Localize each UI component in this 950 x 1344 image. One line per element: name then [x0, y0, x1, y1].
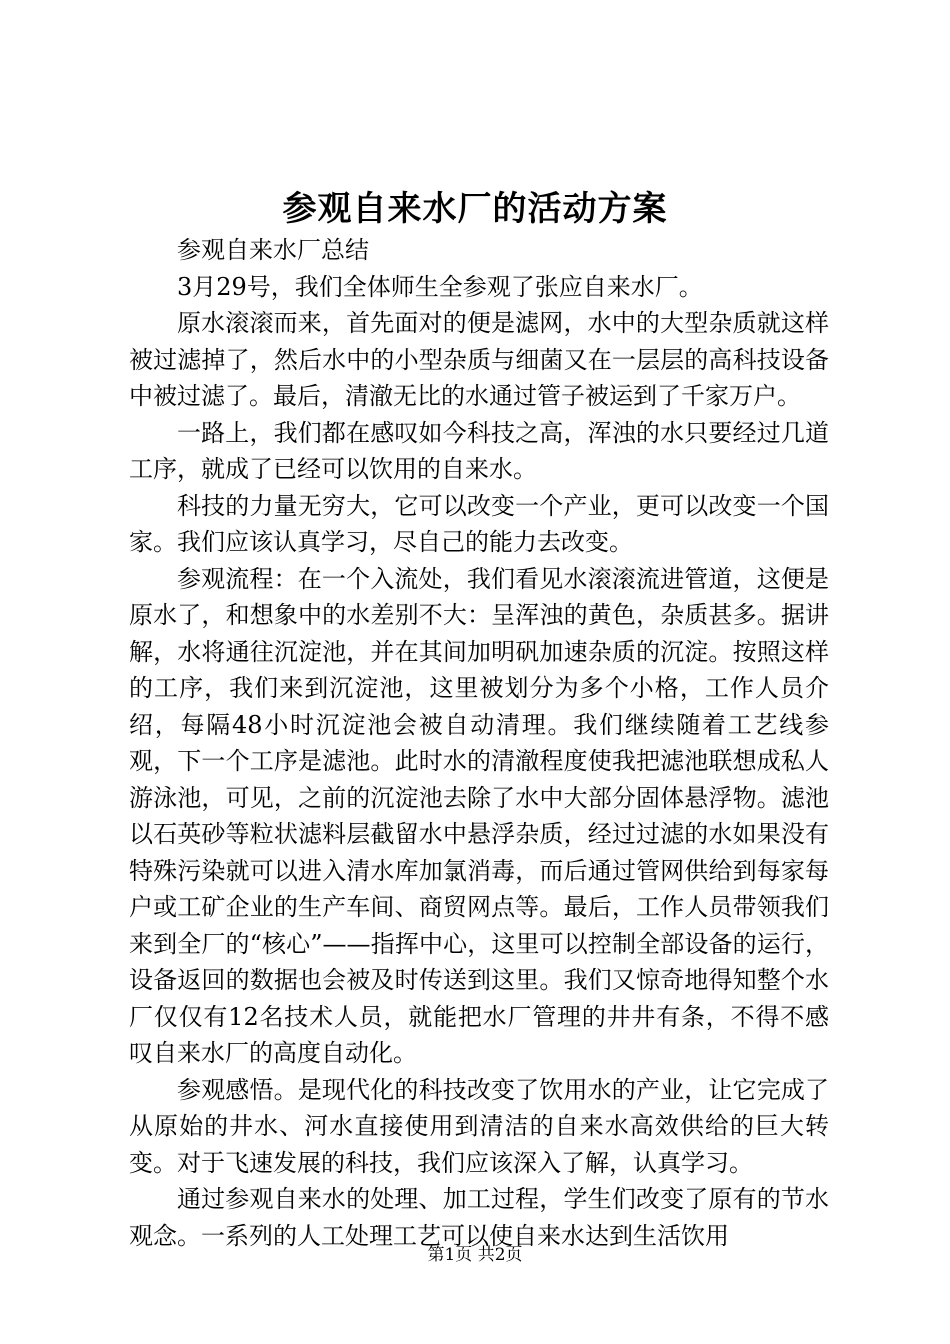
paragraph-visit-reflection: 参观感悟。是现代化的科技改变了饮用水的产业，让它完成了从原始的井水、河水直接使用到清洁的自来水高效供给的巨大转变。对于飞速发展的科技，我们应该深入了解，认真学习。 [129, 1075, 829, 1177]
paragraph-water-saving: 通过参观自来水的处理、加工过程，学生们改变了原有的节水观念。一系列的人工处理工艺可以使自来水达到生活饮用 [129, 1185, 829, 1250]
document-body [129, 232, 829, 1254]
page-footer: 第1页 共2页 [427, 1245, 523, 1265]
paragraph-power-of-technology: 科技的力量无穷大，它可以改变一个产业，更可以改变一个国家。我们应该认真学习，尽自己的能力去改变。 [129, 491, 829, 556]
paragraph-raw-water: 原水滚滚而来，首先面对的便是滤网，水中的大型杂质就这样被过滤掉了，然后水中的小型杂质与细菌又在一层层的高科技设备中被过滤了。最后，清澈无比的水通过管子被运到了千家万户。 [129, 309, 829, 410]
paragraph-visit-date: 3月29号，我们全体师生全参观了张应自来水厂。 [177, 272, 703, 301]
document-title: 参观自来水厂的活动方案 [282, 189, 668, 229]
summary-heading: 参观自来水厂总结 [177, 236, 369, 264]
paragraph-along-the-way: 一路上，我们都在感叹如今科技之高，浑浊的水只要经过几道工序，就成了已经可以饮用的自来水。 [129, 418, 829, 483]
paragraph-visit-process: 参观流程：在一个入流处，我们看见水滚滚流进管道，这便是原水了，和想象中的水差别不大：呈浑浊的黄色，杂质甚多。据讲解，水将通往沉淀池，并在其间加明矾加速杂质的沉淀。按照这样的工序，我们来到沉淀池，这里被划分为多个小格，工作人员介绍，每隔48小时沉淀池会被自动清理。我们继续随着工艺线参观，下一个工序是滤池。此时水的清澈程度使我把滤池联想成私人游泳池，可见，之前的沉淀池去除了水中大部分固体悬浮物。滤池以石英砂等粒状滤料层截留水中悬浮杂质，经过过滤的水如果没有特殊污染就可以进入清水库加氯消毒，而后通过管网供给到每家每户或工矿企业的生产车间、商贸网点等。最后，工作人员带领我们来到全厂的“核心”——指挥中心，这里可以控制全部设备的运行，设备返回的数据也会被及时传送到这里。我们又惊奇地得知整个水厂仅仅有12名技术人员，就能把水厂管理的井井有条，不得不感叹自来水厂的高度自动化。 [129, 564, 829, 1067]
